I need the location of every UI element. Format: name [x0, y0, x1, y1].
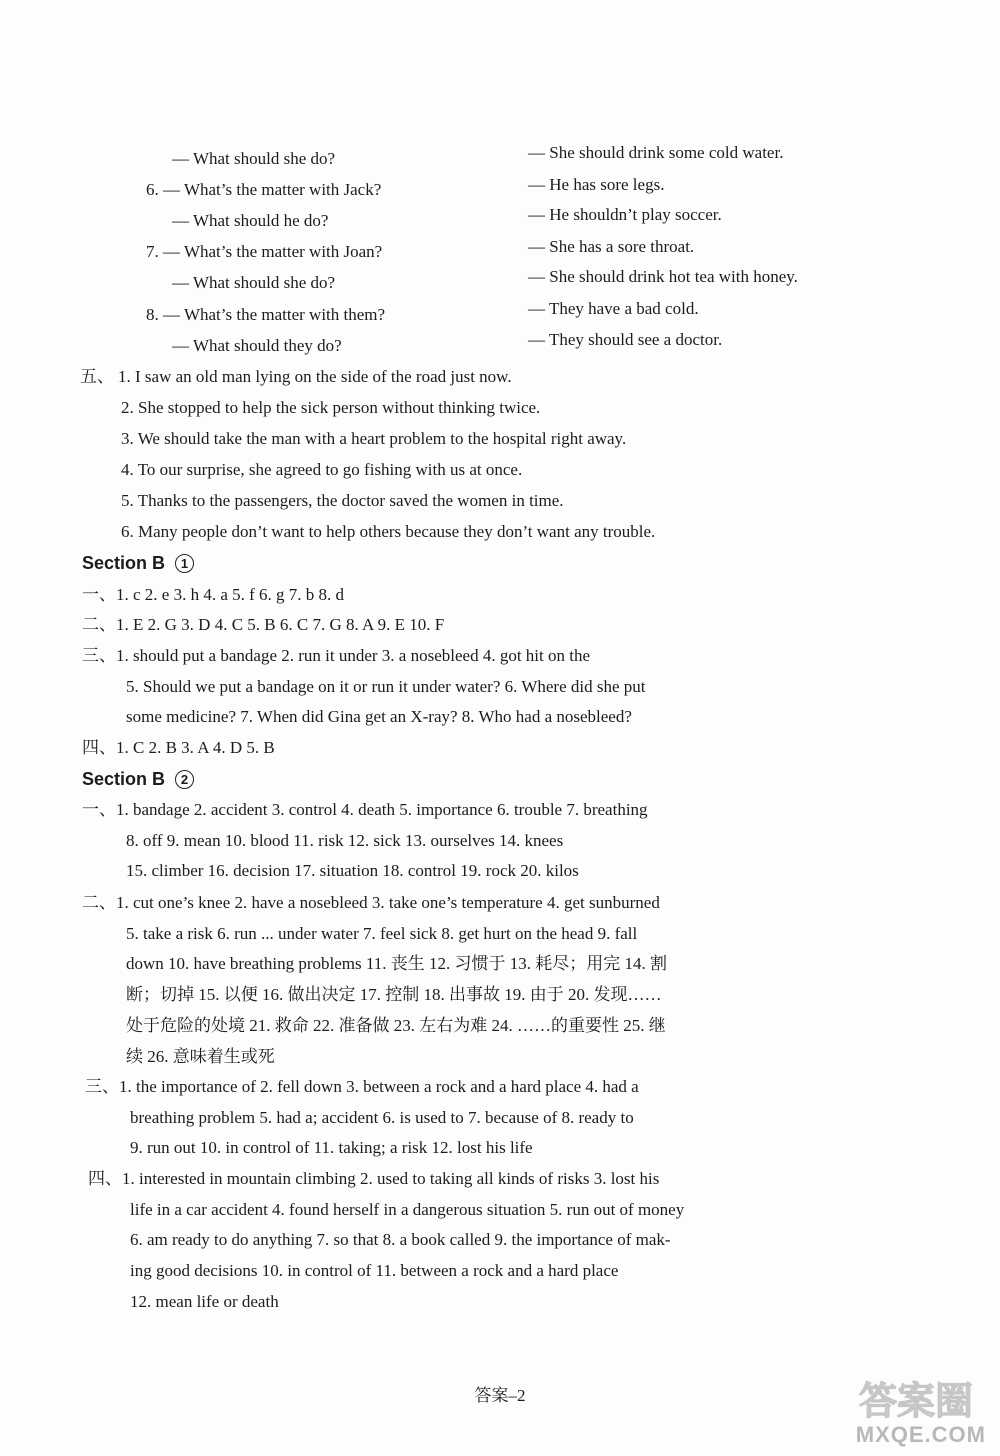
b2-line-16: ing good decisions 10. in control of 11. between a rock and a hard place: [130, 1261, 619, 1280]
b2-line-7: 断；切掉 15. 以便 16. 做出决定 17. 控制 18. 出事故 19. 由于 20. 发现……: [126, 985, 662, 1004]
b2-line-4: 二、1. cut one’s knee 2. have a nosebleed 3. take one’s temperature 4. get sunburned: [82, 893, 660, 912]
b2-line-14: life in a car accident 4. found herself in a dangerous situation 5. run out of money: [130, 1200, 685, 1219]
b1-line-4: 5. Should we put a bandage on it or run it under water? 6. Where did she put: [126, 677, 646, 696]
watermark-url: MXQE.COM: [855, 1422, 986, 1447]
b2-line-10: 三、1. the importance of 2. fell down 3. between a rock and a hard place 4. had a: [85, 1077, 639, 1096]
page-number: 答案–2: [474, 1386, 526, 1405]
part5-marker: 五、: [80, 367, 114, 386]
dialogue-a5: — She should drink hot tea with honey.: [528, 267, 798, 286]
dialogue-a3: — He shouldn’t play soccer.: [528, 205, 722, 224]
dialogue-q4: 7. — What’s the matter with Joan?: [146, 242, 383, 261]
part5-line-1: 1. I saw an old man lying on the side of the road just now.: [118, 367, 512, 386]
b2-line-17: 12. mean life or death: [130, 1292, 279, 1311]
dialogue-q1: — What should she do?: [172, 149, 336, 168]
watermark-logo-text: 答案圈: [858, 1379, 974, 1423]
b2-line-2: 8. off 9. mean 10. blood 11. risk 12. sick 13. ourselves 14. knees: [126, 831, 564, 850]
section-b1-number: 1: [175, 554, 194, 573]
dialogue-a4: — She has a sore throat.: [528, 237, 695, 256]
dialogue-a7: — They should see a doctor.: [528, 330, 723, 349]
dialogue-q6: 8. — What’s the matter with them?: [146, 305, 386, 324]
b2-line-12: 9. run out 10. in control of 11. taking; a risk 12. lost his life: [130, 1138, 533, 1157]
part5-line-5: 5. Thanks to the passengers, the doctor saved the women in time.: [121, 491, 564, 510]
b2-line-6: down 10. have breathing problems 11. 丧生 12. 习惯于 13. 耗尽；用完 14. 割: [126, 954, 667, 973]
section-b2-number: 2: [175, 770, 194, 789]
dialogue-q7: — What should they do?: [172, 336, 342, 355]
b2-line-1: 一、1. bandage 2. accident 3. control 4. death 5. importance 6. trouble 7. breathing: [82, 800, 648, 819]
b1-line-5: some medicine? 7. When did Gina get an X-ray? 8. Who had a nosebleed?: [126, 707, 632, 726]
b2-line-15: 6. am ready to do anything 7. so that 8. a book called 9. the importance of mak-: [130, 1230, 671, 1249]
section-b1-heading: [82, 553, 194, 574]
section-b2-title: Section B: [82, 769, 166, 789]
part5-line-3: 3. We should take the man with a heart problem to the hospital right away.: [121, 429, 627, 448]
b1-line-1: 一、1. c 2. e 3. h 4. a 5. f 6. g 7. b 8. d: [82, 585, 345, 604]
b2-line-8: 处于危险的处境 21. 救命 22. 准备做 23. 左右为难 24. ……的重要性 25. 继: [126, 1016, 666, 1035]
part5-line-6: 6. Many people don’t want to help others because they don’t want any trouble.: [121, 522, 656, 541]
section-b2-heading: [82, 769, 194, 790]
b2-line-9: 续 26. 意味着生或死: [126, 1047, 275, 1066]
b1-line-3: 三、1. should put a bandage 2. run it under 3. a nosebleed 4. got hit on the: [82, 646, 591, 665]
dialogue-q5: — What should she do?: [172, 273, 336, 292]
dialogue-a2: — He has sore legs.: [528, 175, 665, 194]
part5-line-2: 2. She stopped to help the sick person without thinking twice.: [121, 398, 541, 417]
dialogue-a1: — She should drink some cold water.: [528, 143, 784, 162]
part5-line-4: 4. To our surprise, she agreed to go fishing with us at once.: [121, 460, 523, 479]
b2-line-5: 5. take a risk 6. run ... under water 7. feel sick 8. get hurt on the head 9. fall: [126, 924, 638, 943]
dialogue-a6: — They have a bad cold.: [528, 299, 699, 318]
b2-line-11: breathing problem 5. had a; accident 6. is used to 7. because of 8. ready to: [130, 1108, 634, 1127]
section-b1-title: Section B: [82, 553, 166, 573]
b1-line-6: 四、1. C 2. B 3. A 4. D 5. B: [82, 738, 275, 757]
b1-line-2: 二、1. E 2. G 3. D 4. C 5. B 6. C 7. G 8. A 9. E 10. F: [82, 615, 445, 634]
dialogue-q3: — What should he do?: [172, 211, 329, 230]
b2-line-13: 四、1. interested in mountain climbing 2. used to taking all kinds of risks 3. lost his: [88, 1169, 660, 1188]
b2-line-3: 15. climber 16. decision 17. situation 18. control 19. rock 20. kilos: [126, 861, 579, 880]
dialogue-q2: 6. — What’s the matter with Jack?: [146, 180, 382, 199]
